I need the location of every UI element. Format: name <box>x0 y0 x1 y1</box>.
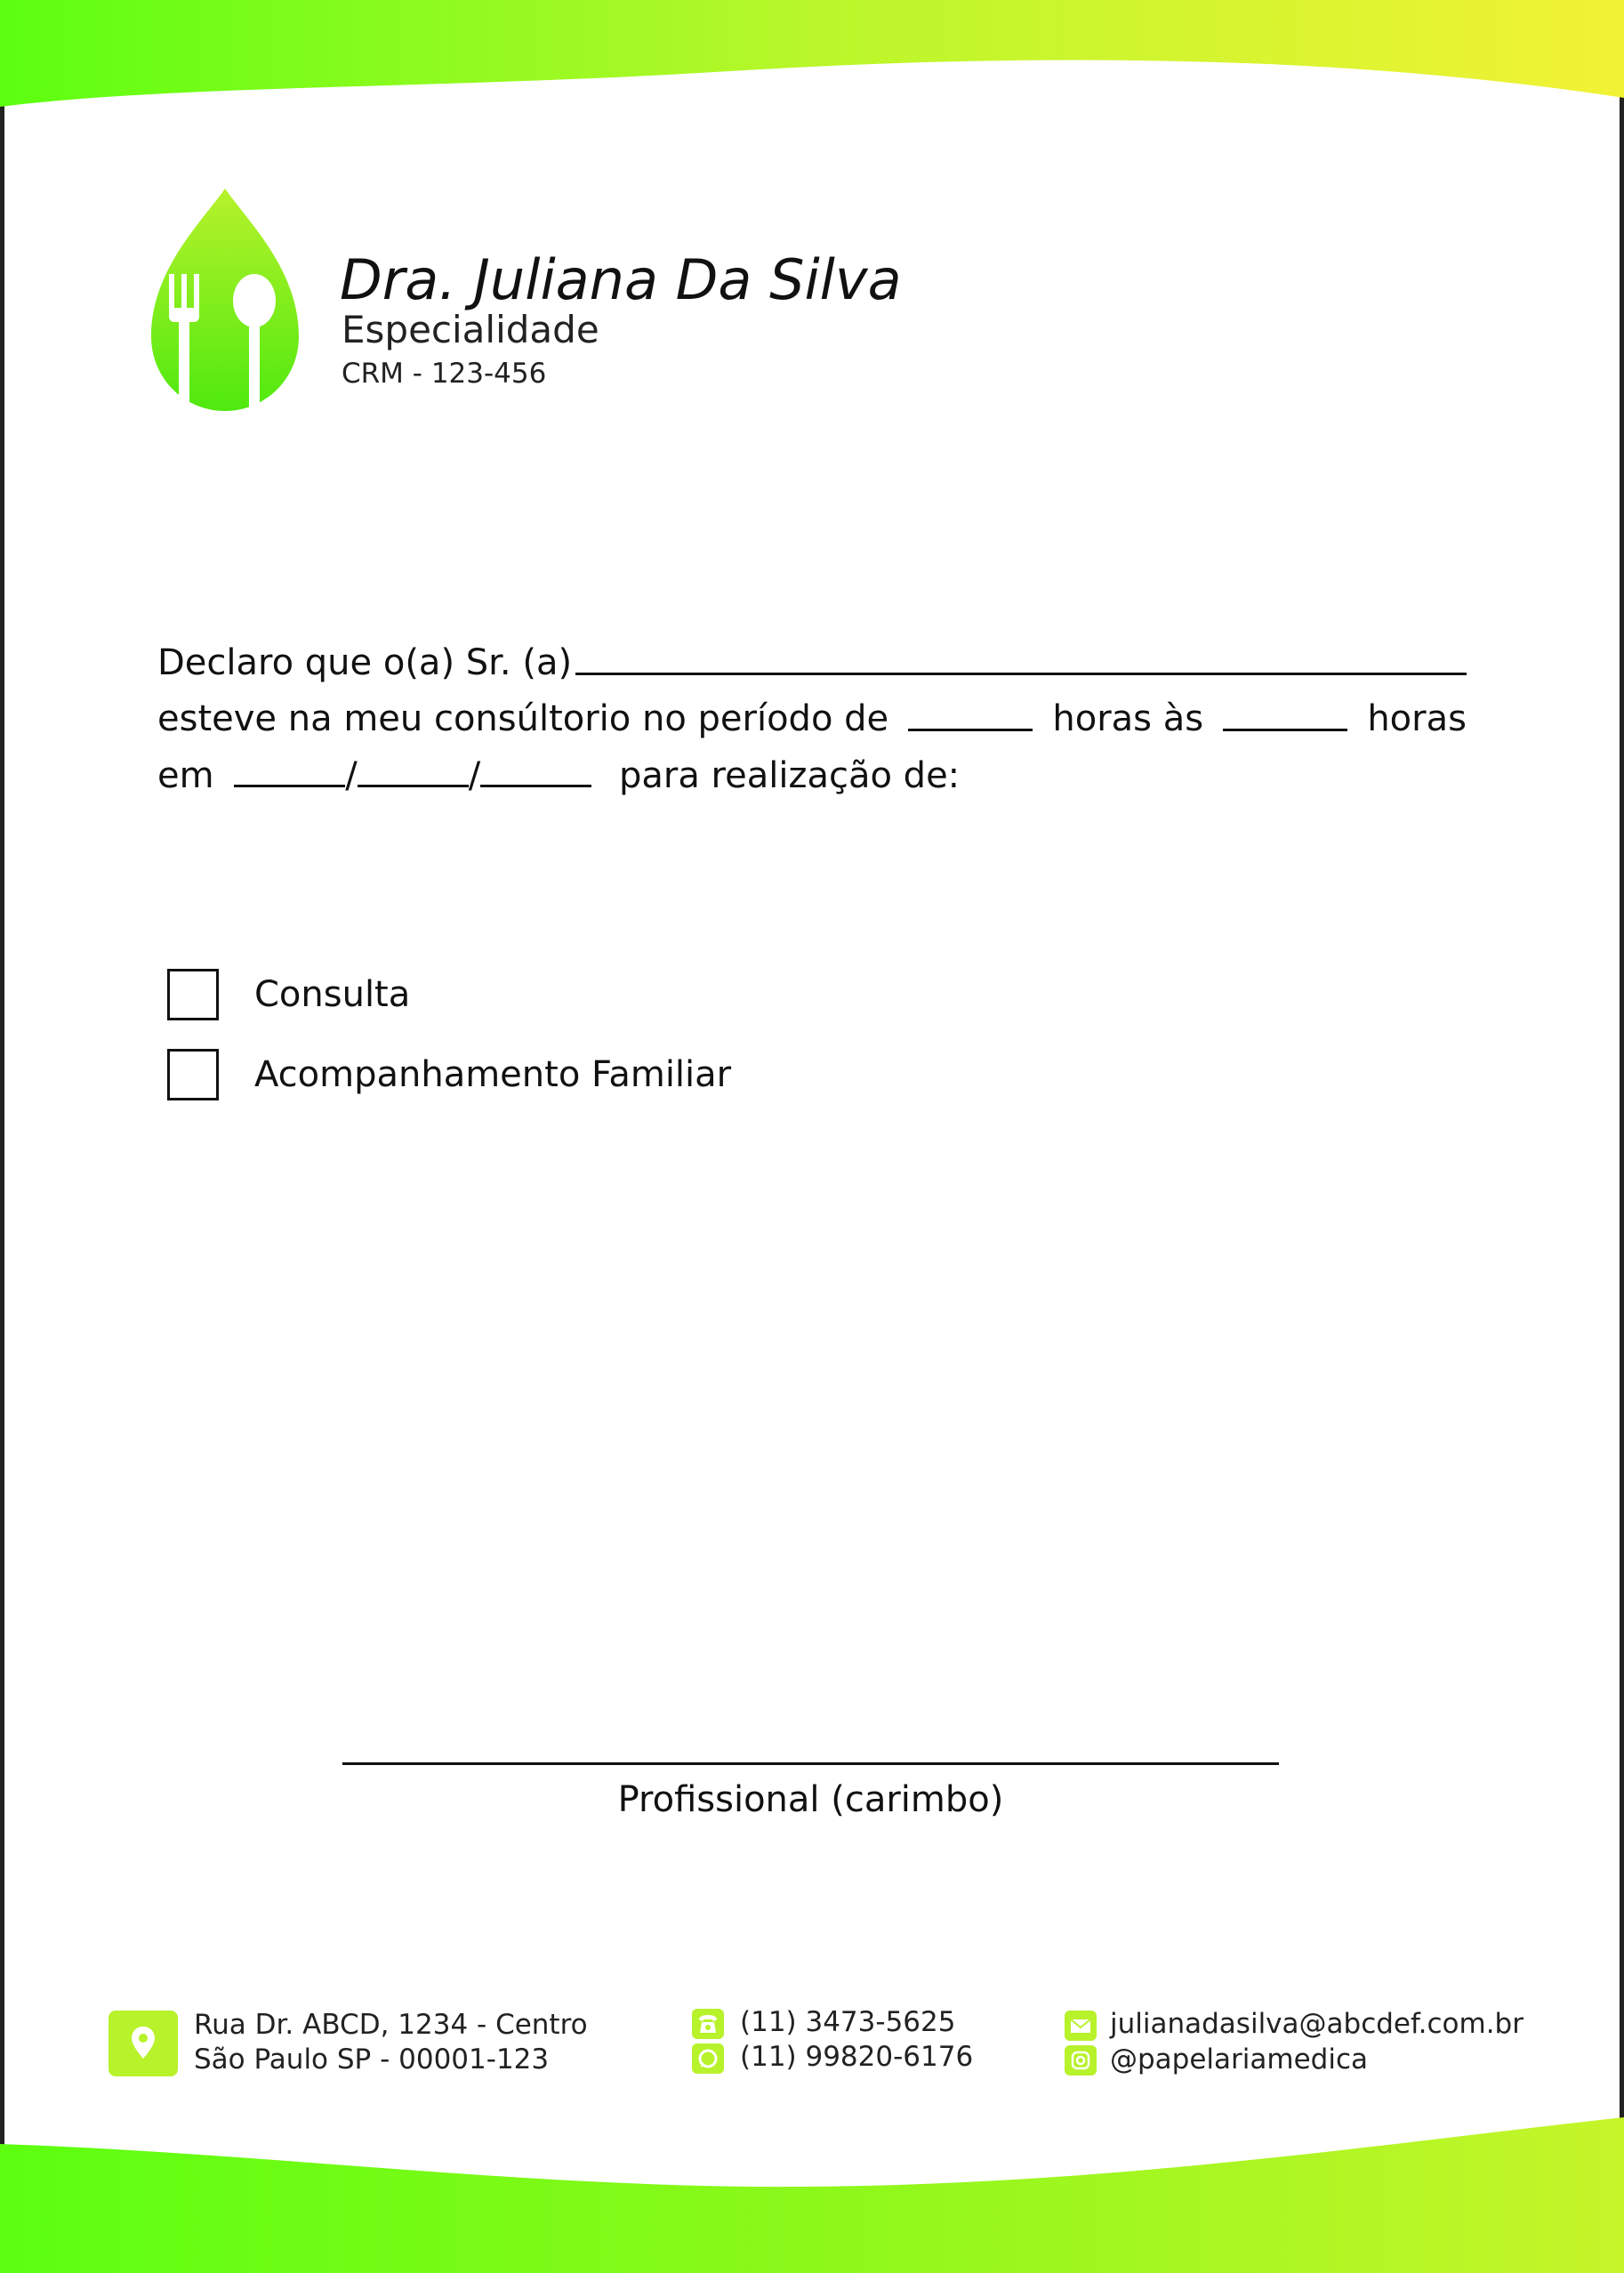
phone-number: (11) 3473-5625 <box>740 2006 956 2038</box>
declaration-line-2 <box>157 698 1467 739</box>
bottom-wave-banner <box>0 2117 1624 2273</box>
declaration-text-2c: horas <box>1367 698 1467 739</box>
address-line-1: Rua Dr. ABCD, 1234 - Centro <box>194 2009 588 2041</box>
logo-drop-cutlery <box>149 185 301 415</box>
day-blank[interactable] <box>234 754 345 787</box>
whatsapp-number: (11) 99820-6176 <box>740 2041 974 2073</box>
start-time-blank[interactable] <box>908 698 1033 731</box>
doctor-name: Dra. Juliana Da Silva <box>340 247 902 312</box>
doctor-crm: CRM - 123-456 <box>342 358 547 390</box>
declaration-text-3a: em <box>157 755 214 796</box>
address-line-2: São Paulo SP - 00001-123 <box>194 2043 550 2076</box>
top-wave-banner <box>0 0 1624 116</box>
checkbox[interactable] <box>167 969 219 1020</box>
whatsapp-icon <box>692 2043 724 2074</box>
option-consulta[interactable] <box>167 969 410 1020</box>
location-pin-icon <box>109 2011 178 2076</box>
year-blank[interactable] <box>480 754 591 787</box>
month-blank[interactable] <box>358 754 469 787</box>
date-slash-1: / <box>345 755 358 796</box>
name-blank[interactable] <box>575 642 1467 675</box>
email-address: julianadasilva@abcdef.com.br <box>1110 2008 1524 2040</box>
phone-icon <box>692 2009 724 2039</box>
date-slash-2: / <box>468 755 481 796</box>
option-acompanhamento[interactable] <box>167 1049 731 1100</box>
option-label: Consulta <box>254 974 411 1015</box>
declaration-line-3 <box>157 754 1467 796</box>
option-label: Acompanhamento Familiar <box>254 1054 732 1095</box>
email-icon <box>1065 2011 1097 2041</box>
signature-label: Profissional (carimbo) <box>617 1779 1004 1820</box>
declaration-text-2a: esteve na meu consúltorio no período de <box>157 698 889 739</box>
doctor-specialty: Especialidade <box>342 308 599 351</box>
declaration-text-1: Declaro que o(a) Sr. (a) <box>157 642 573 683</box>
checkbox[interactable] <box>167 1049 219 1100</box>
instagram-handle: @papelariamedica <box>1110 2043 1368 2076</box>
instagram-icon <box>1065 2045 1097 2076</box>
signature-line <box>342 1762 1279 1765</box>
declaration-text-3b: para realização de: <box>618 755 961 796</box>
declaration-text-2b: horas às <box>1052 698 1204 739</box>
declaration-line-1 <box>157 642 1467 683</box>
end-time-blank[interactable] <box>1223 698 1347 731</box>
